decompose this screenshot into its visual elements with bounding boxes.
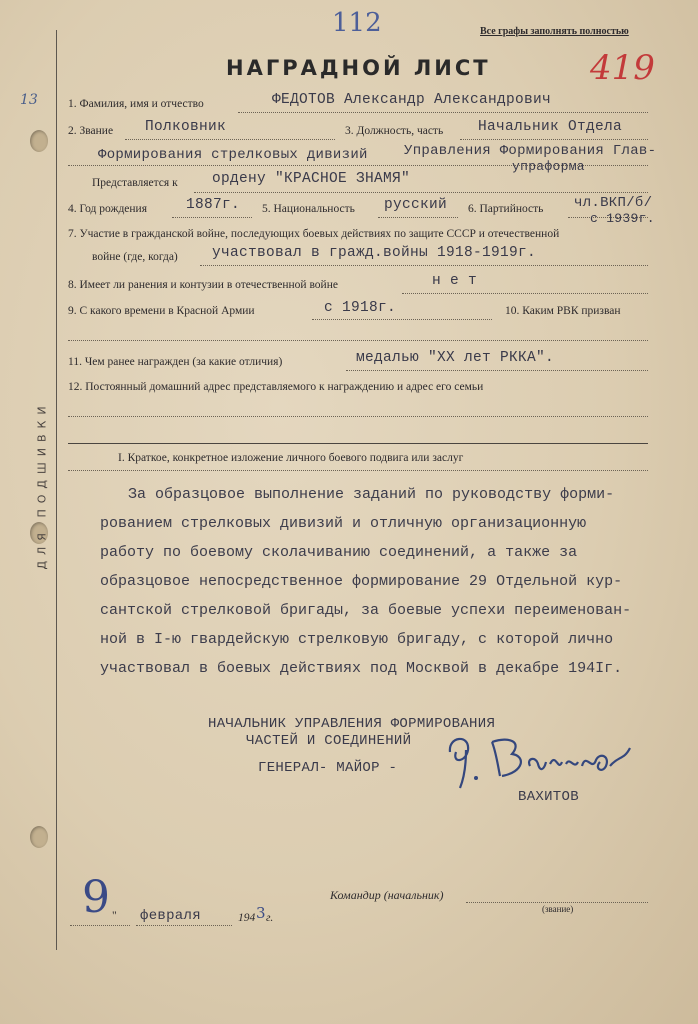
field-7-value: участвовал в гражд.войны 1918-1919г. [212, 245, 537, 261]
dotted-line [68, 470, 648, 471]
signatory-title-line-2: ЧАСТЕЙ И СОЕДИНЕНИЙ [246, 733, 412, 749]
merit-text-line: участвовал в боевых действиях под Москвой в декабре 194Iг. [100, 660, 623, 677]
field-8-value: н е т [432, 273, 478, 289]
page-title: НАГРАДНОЙ ЛИСТ [226, 56, 491, 80]
dotted-line [68, 416, 648, 417]
field-12-label: 12. Постоянный домашний адрес представляемого к награждению и адрес его семьи [68, 381, 484, 393]
field-6-value: чл.ВКП/б/ [574, 195, 653, 211]
margin-number: 13 [20, 92, 38, 108]
section-heading: I. Краткое, конкретное изложение личного боевого подвига или заслуг [118, 452, 464, 464]
field-1-value: ФЕДОТОВ Александр Александрович [272, 92, 552, 108]
handwritten-signature [440, 722, 660, 792]
field-3-continued: упраформа [512, 159, 585, 174]
binding-hole [30, 130, 48, 152]
dotted-line [238, 112, 648, 113]
merit-text-line: ной в I-ю гвардейскую стрелковую бригаду, с которой лично [100, 631, 614, 648]
dotted-line [378, 217, 458, 218]
field-6-label: 6. Партийность [468, 203, 544, 215]
merit-text-line: сантской стрелковой бригады, за боевые успехи переименован- [100, 602, 632, 619]
binding-hole [30, 826, 48, 848]
section-divider [68, 443, 648, 444]
field-8-label: 8. Имеет ли ранения и контузии в отечественной войне [68, 279, 338, 291]
date-year-prefix: 194 [238, 912, 256, 924]
date-day: 9 [82, 872, 110, 923]
field-10-label: 10. Каким РВК призван [505, 305, 621, 317]
dotted-line [402, 293, 648, 294]
dotted-line [466, 902, 648, 903]
field-6-value-year: с 1939г. [590, 211, 655, 226]
merit-text-line: работу по боевому сколачиванию соединений, а также за [100, 544, 578, 561]
archive-number: 112 [332, 8, 382, 38]
field-3-label: 3. Должность, часть [345, 125, 444, 137]
signatory-rank: ГЕНЕРАЛ- МАЙОР - [258, 760, 398, 776]
merit-text-line: образцовое непосредственное формирование 29 Отдельной кур- [100, 573, 623, 590]
dotted-line [172, 217, 252, 218]
dotted-line [136, 925, 232, 926]
dotted-line [68, 340, 648, 341]
field-3-value: Начальник Отдела [478, 119, 623, 135]
field-9-label: 9. С какого времени в Красной Армии [68, 305, 255, 317]
nomination-value: ордену "КРАСНОЕ ЗНАМЯ" [212, 171, 411, 187]
red-registry-number: 419 [590, 48, 655, 88]
field-11-label: 11. Чем ранее награжден (за какие отличия) [68, 356, 283, 368]
dotted-line [125, 139, 335, 140]
field-3-continued: Формирования стрелковых дивизий [98, 147, 368, 163]
field-11-value: медалью "XX лет РККА". [356, 350, 555, 366]
date-year-suffix: г. [266, 912, 274, 924]
field-2-label: 2. Звание [68, 125, 114, 137]
dotted-line [200, 265, 648, 266]
date-year-digit: 3 [256, 904, 266, 922]
dotted-line [460, 139, 648, 140]
dotted-line [346, 370, 648, 371]
field-9-value: с 1918г. [324, 300, 397, 316]
field-4-label: 4. Год рождения [68, 203, 147, 215]
field-5-label: 5. Национальность [262, 203, 355, 215]
signatory-name: ВАХИТОВ [518, 789, 579, 805]
dotted-line [194, 192, 648, 193]
binding-side-label [22, 360, 62, 610]
field-3-continued: Управления Формирования Глав- [404, 143, 657, 159]
field-1-label: 1. Фамилия, имя и отчество [68, 98, 204, 110]
commander-label: Командир (начальник) [330, 888, 444, 902]
merit-text-line: рованием стрелковых дивизий и отличную организационную [100, 515, 587, 532]
fill-notice: Все графы заполнять полностью [480, 26, 629, 37]
signatory-title-line-1: НАЧАЛЬНИК УПРАВЛЕНИЯ ФОРМИРОВАНИЯ [208, 716, 496, 732]
field-7-label-cont: войне (где, когда) [92, 251, 178, 263]
date-month: февраля [140, 908, 201, 924]
field-5-value: русский [384, 197, 448, 213]
field-7-label: 7. Участие в гражданской войне, последующих боевых действиях по защите СССР и отечественной [68, 228, 560, 240]
date-quote-mark: " [112, 910, 117, 922]
nomination-label: Представляется к [92, 177, 178, 189]
merit-text-line: За образцовое выполнение заданий по руководству форми- [128, 486, 615, 503]
side-label-text: ДЛЯ ПОДШИВКИ [35, 400, 49, 570]
dotted-line [312, 319, 492, 320]
rank-label: (звание) [542, 904, 574, 914]
dotted-line [70, 925, 130, 926]
field-2-value: Полковник [145, 119, 227, 135]
field-4-value: 1887г. [186, 197, 241, 213]
